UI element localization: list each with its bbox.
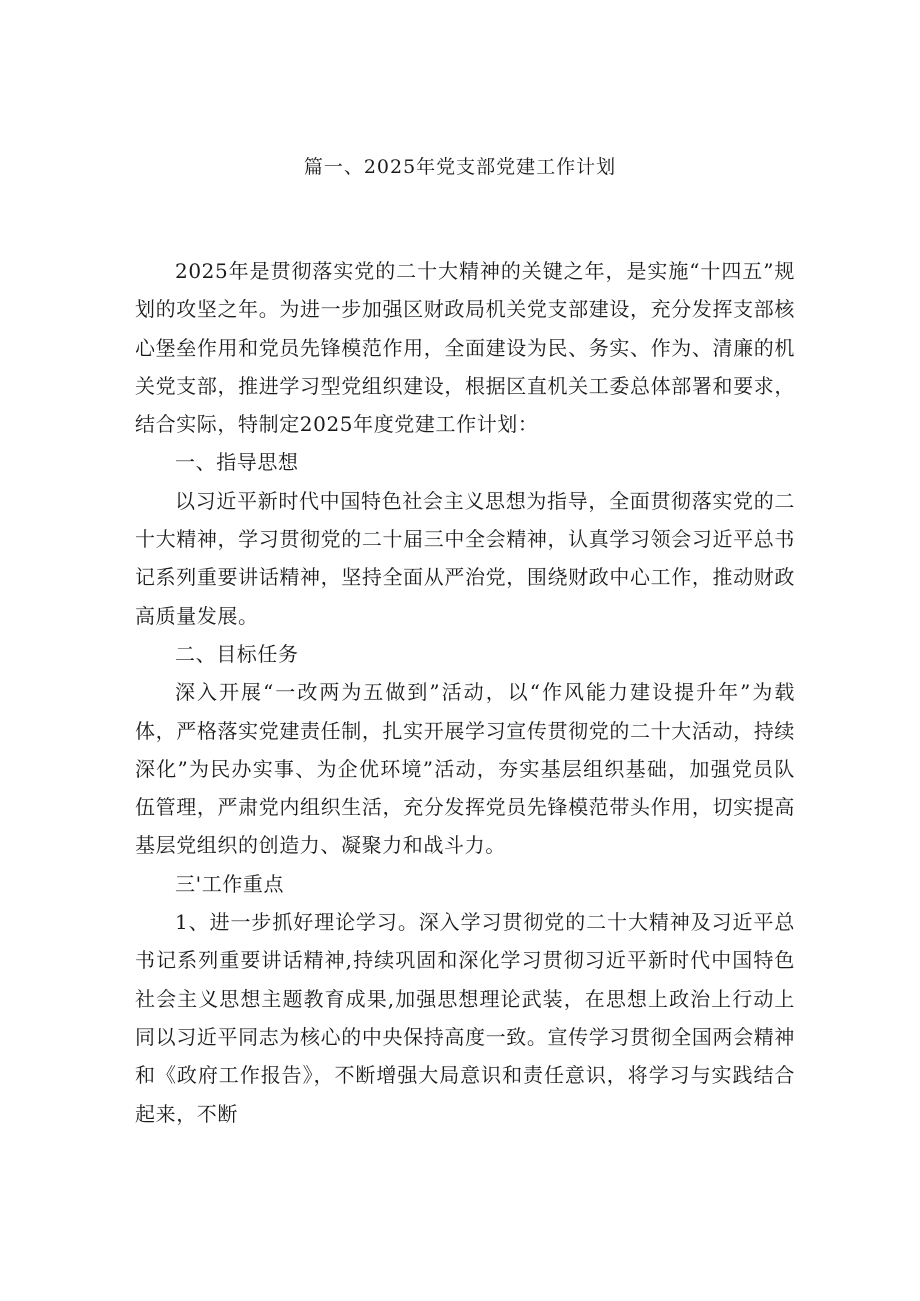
guiding-ideology-paragraph: 以习近平新时代中国特色社会主义思想为指导，全面贯彻落实党的二十大精神，学习贯彻党的二十届三中全会精神，认真学习领会习近平总书记系列重要讲话精神，坚持全面从严治党，围绕财政中心工作，推动财政高质量发展。 [135,488,795,628]
section-heading-goals: 二、目标任务 [175,641,299,666]
document-title: 篇一、2025年党支部党建工作计划 [303,156,617,178]
section-heading-guiding-ideology: 一、指导思想 [175,450,299,475]
intro-paragraph: 2025年是贯彻落实党的二十大精神的关键之年，是实施“十四五”规划的攻坚之年。为进一步加强区财政局机关党支部建设，充分发挥支部核心堡垒作用和党员先锋模范作用，全面建设为民、务实、作为、清廉的机关党支部，推进学习型党组织建设，根据区直机关工委总体部署和要求，结合实际，特制定2025年度党建工作计划： [135,259,795,437]
section-heading-key-work: 三'工作重点 [175,871,285,896]
document-body [135,252,795,1133]
goals-paragraph: 深入开展“一改两为五做到”活动，以“作风能力建设提升年”为载体，严格落实党建责任制，扎实开展学习宣传贯彻党的二十大活动，持续深化”为民办实事、为企优环境”活动，夯实基层组织基础，加强党员队伍管理，严肃党内组织生活，充分发挥党员先锋模范带头作用，切实提高基层党组织的创造力、凝聚力和战斗力。 [135,680,795,858]
key-work-paragraph: 1、进一步抓好理论学习。深入学习贯彻党的二十大精神及习近平总书记系列重要讲话精神,持续巩固和深化学习贯彻习近平新时代中国特色社会主义思想主题教育成果,加强思想理论武装，在思想上政治上行动上同以习近平同志为核心的中央保持高度一致。宣传学习贯彻全国两会精神和《政府工作报告》，不断增强大局意识和责任意识，将学习与实践结合起来，不断 [135,910,795,1126]
